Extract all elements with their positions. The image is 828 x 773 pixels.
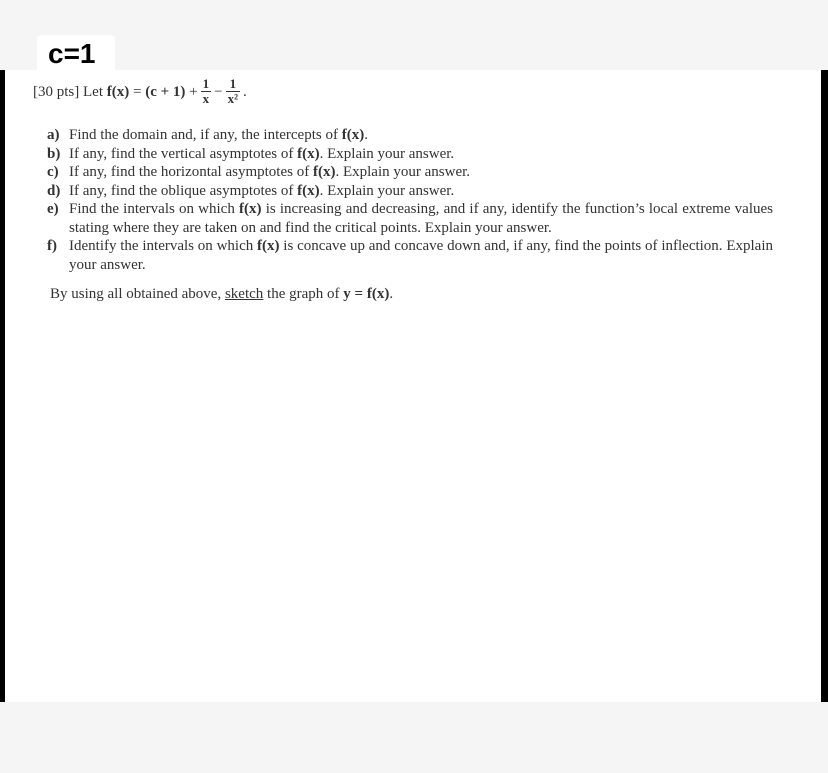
list-item [47,200,773,237]
fraction2-numerator: 1 [226,77,240,92]
item-math: f(x) [297,145,320,162]
question-list [47,126,773,274]
item-label: d) [47,182,61,199]
closing-text-post: . [389,286,394,302]
fraction-one-over-x [201,77,212,106]
list-item [47,237,773,274]
item-text-pre: If any, find the oblique asymptotes of [69,182,298,199]
item-text-pre: Find the domain and, if any, the intercepts of [69,127,342,143]
fraction2-denominator: x² [227,91,239,106]
term-c-plus-1: (c + 1) [145,83,186,100]
item-text-post: . Explain your answer. [335,164,471,180]
item-text-post: is increasing and decreasing, and if any, identify the function’s local extreme values stating where they are taken on and find the critical points. Explain your answer. [69,201,773,236]
closing-text-pre: By using all obtained above, [50,286,225,302]
list-item [47,182,773,201]
fraction1-numerator: 1 [202,76,210,91]
item-text-post: . Explain your answer. [319,145,455,162]
item-math: f(x) [341,127,365,143]
list-item [47,145,773,164]
item-label: c) [47,164,59,180]
list-item [47,163,773,182]
item-text-pre: If any, find the vertical asymptotes of [69,145,298,162]
item-text [69,200,773,237]
c-value-label: c=1 [48,38,96,69]
list-item [47,126,773,145]
closing-instruction [50,286,393,303]
item-text-post: . [364,127,368,143]
item-math: f(x) [239,201,262,217]
item-text-pre: Find the intervals on which [69,201,240,217]
fraction1-denominator: x [202,91,210,106]
equals-sign: = [133,83,142,100]
intro-text: Let [83,83,103,100]
item-label: f) [47,238,57,254]
item-text [69,163,773,182]
item-label: b) [47,145,61,162]
bottom-margin [0,702,828,773]
closing-math: y = f(x) [343,286,390,302]
item-text [69,126,773,145]
fraction-one-over-x-squared [226,77,240,106]
closing-text-mid: the graph of [263,286,344,302]
function-lhs: f(x) [106,83,130,100]
end-punct: . [243,83,247,100]
item-text-pre: Identify the intervals on which [69,238,258,254]
item-text-pre: If any, find the horizontal asymptotes of [69,164,313,180]
minus-sign: − [214,83,223,100]
top-margin [0,0,828,70]
item-label: e) [47,201,59,217]
problem-statement [33,78,247,107]
sketch-underlined: sketch [224,286,264,302]
item-math: f(x) [297,182,320,199]
item-text [69,145,773,164]
item-math: f(x) [257,238,280,254]
item-label: a) [47,127,60,143]
item-text-post: is concave up and concave down and, if any, find the points of inflection. Explain your answer. [69,238,773,273]
item-text [69,237,773,274]
item-text-post: . Explain your answer. [319,182,455,199]
item-math: f(x) [312,164,336,180]
points-label: [30 pts] [33,83,80,100]
item-text [69,182,773,201]
plus-sign: + [189,83,198,100]
